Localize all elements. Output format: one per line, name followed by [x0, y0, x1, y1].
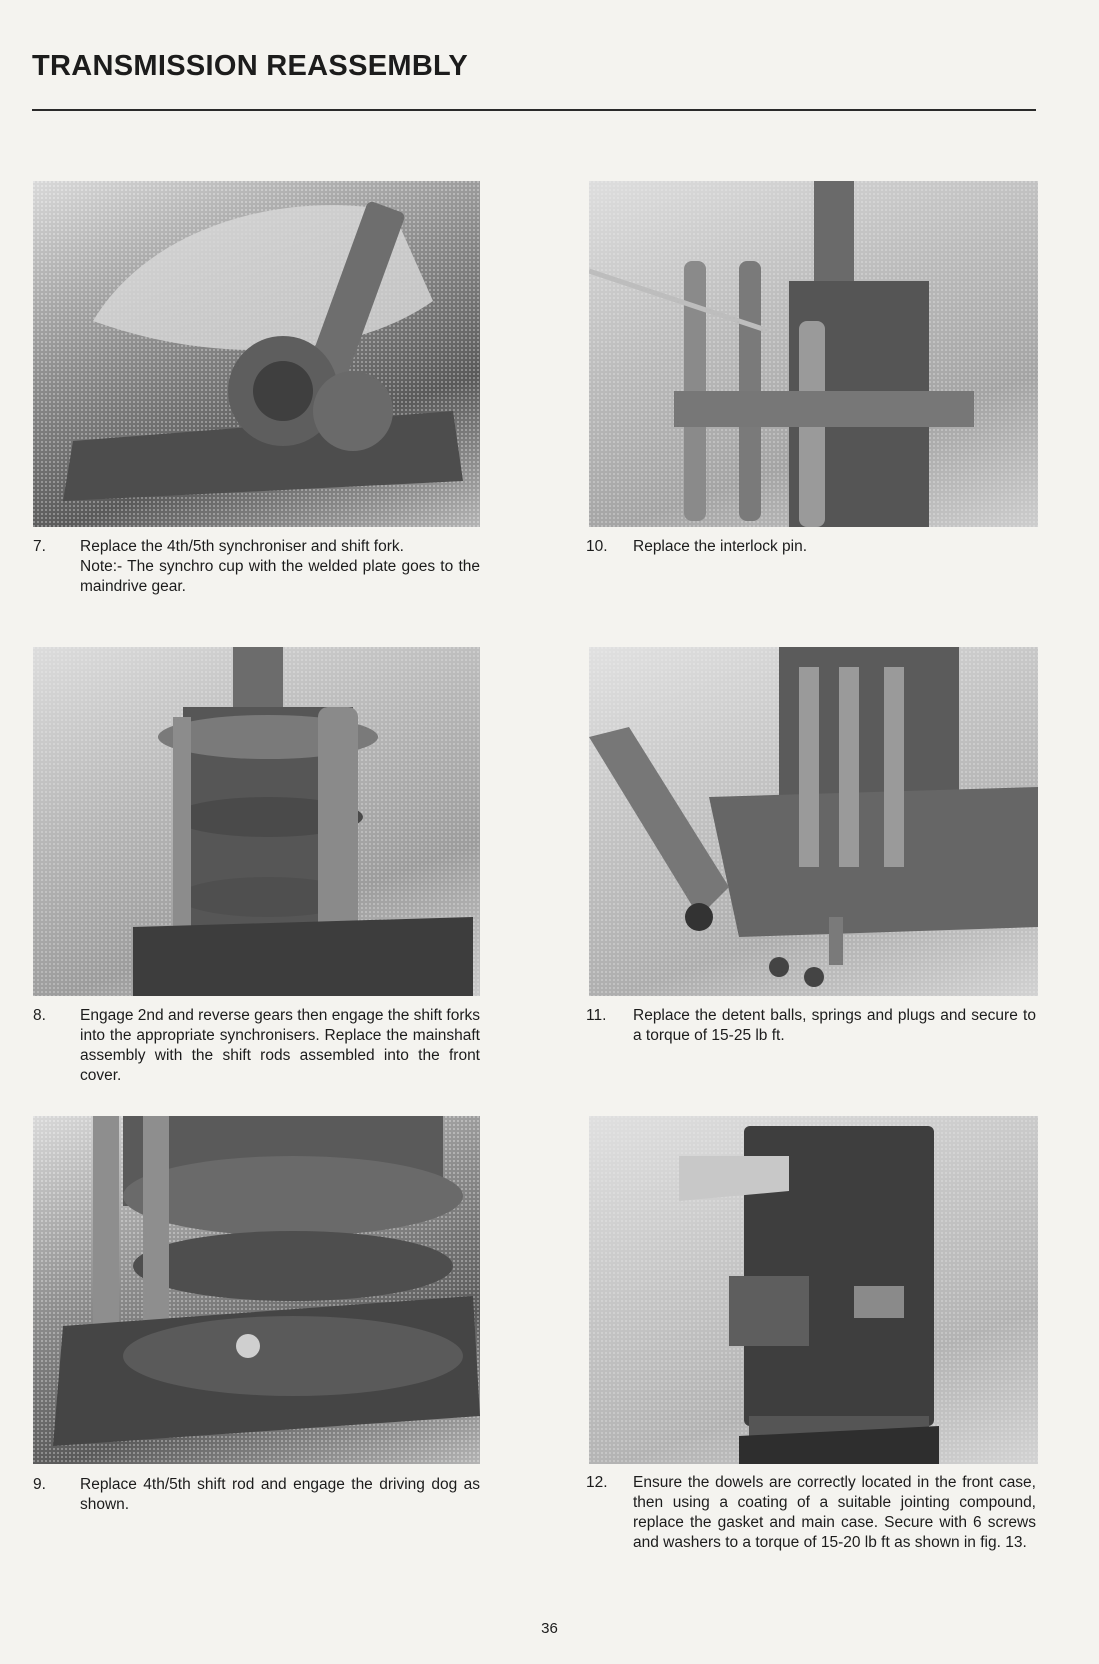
- title-rule: [32, 109, 1036, 111]
- step-number: 11.: [586, 1007, 607, 1024]
- step-number: 9.: [33, 1476, 46, 1493]
- step-number: 10.: [586, 538, 608, 555]
- step-number: 8.: [33, 1007, 46, 1024]
- step-12: [586, 1473, 1036, 1553]
- photo-step-10: [589, 181, 1038, 527]
- step-11: [586, 1006, 1036, 1046]
- step-text: Replace the 4th/5th synchroniser and shift fork. Note:- The synchro cup with the welded plate goes to the maindrive gear.: [80, 538, 480, 595]
- step-number: 7.: [33, 538, 46, 555]
- step-10: [586, 537, 1036, 557]
- step-8: [33, 1006, 480, 1086]
- step-number: 12.: [586, 1474, 608, 1491]
- photo-step-8: [33, 647, 480, 996]
- step-9: [33, 1475, 480, 1515]
- photo-step-7: [33, 181, 480, 527]
- step-text: Replace the detent balls, springs and plugs and secure to a torque of 15-25 lb ft.: [633, 1007, 1036, 1044]
- photo-step-12: [589, 1116, 1038, 1464]
- step-text: Ensure the dowels are correctly located in the front case, then using a coating of a suitable jointing compound, replace the gasket and main case. Secure with 6 screws and washers to a torque of 15-20 lb ft as shown in fig. 13.: [633, 1474, 1036, 1551]
- step-7: [33, 537, 480, 597]
- step-text: Replace 4th/5th shift rod and engage the driving dog as shown.: [80, 1476, 480, 1513]
- photo-step-11: [589, 647, 1038, 996]
- page-number: 36: [541, 1620, 558, 1637]
- step-text: Replace the interlock pin.: [633, 538, 808, 555]
- step-text: Engage 2nd and reverse gears then engage the shift forks into the appropriate synchronisers. Replace the mainshaft assembly with the shift rods assembled into the front cover.: [80, 1007, 480, 1084]
- page-title: TRANSMISSION REASSEMBLY: [32, 50, 469, 82]
- photo-step-9: [33, 1116, 480, 1464]
